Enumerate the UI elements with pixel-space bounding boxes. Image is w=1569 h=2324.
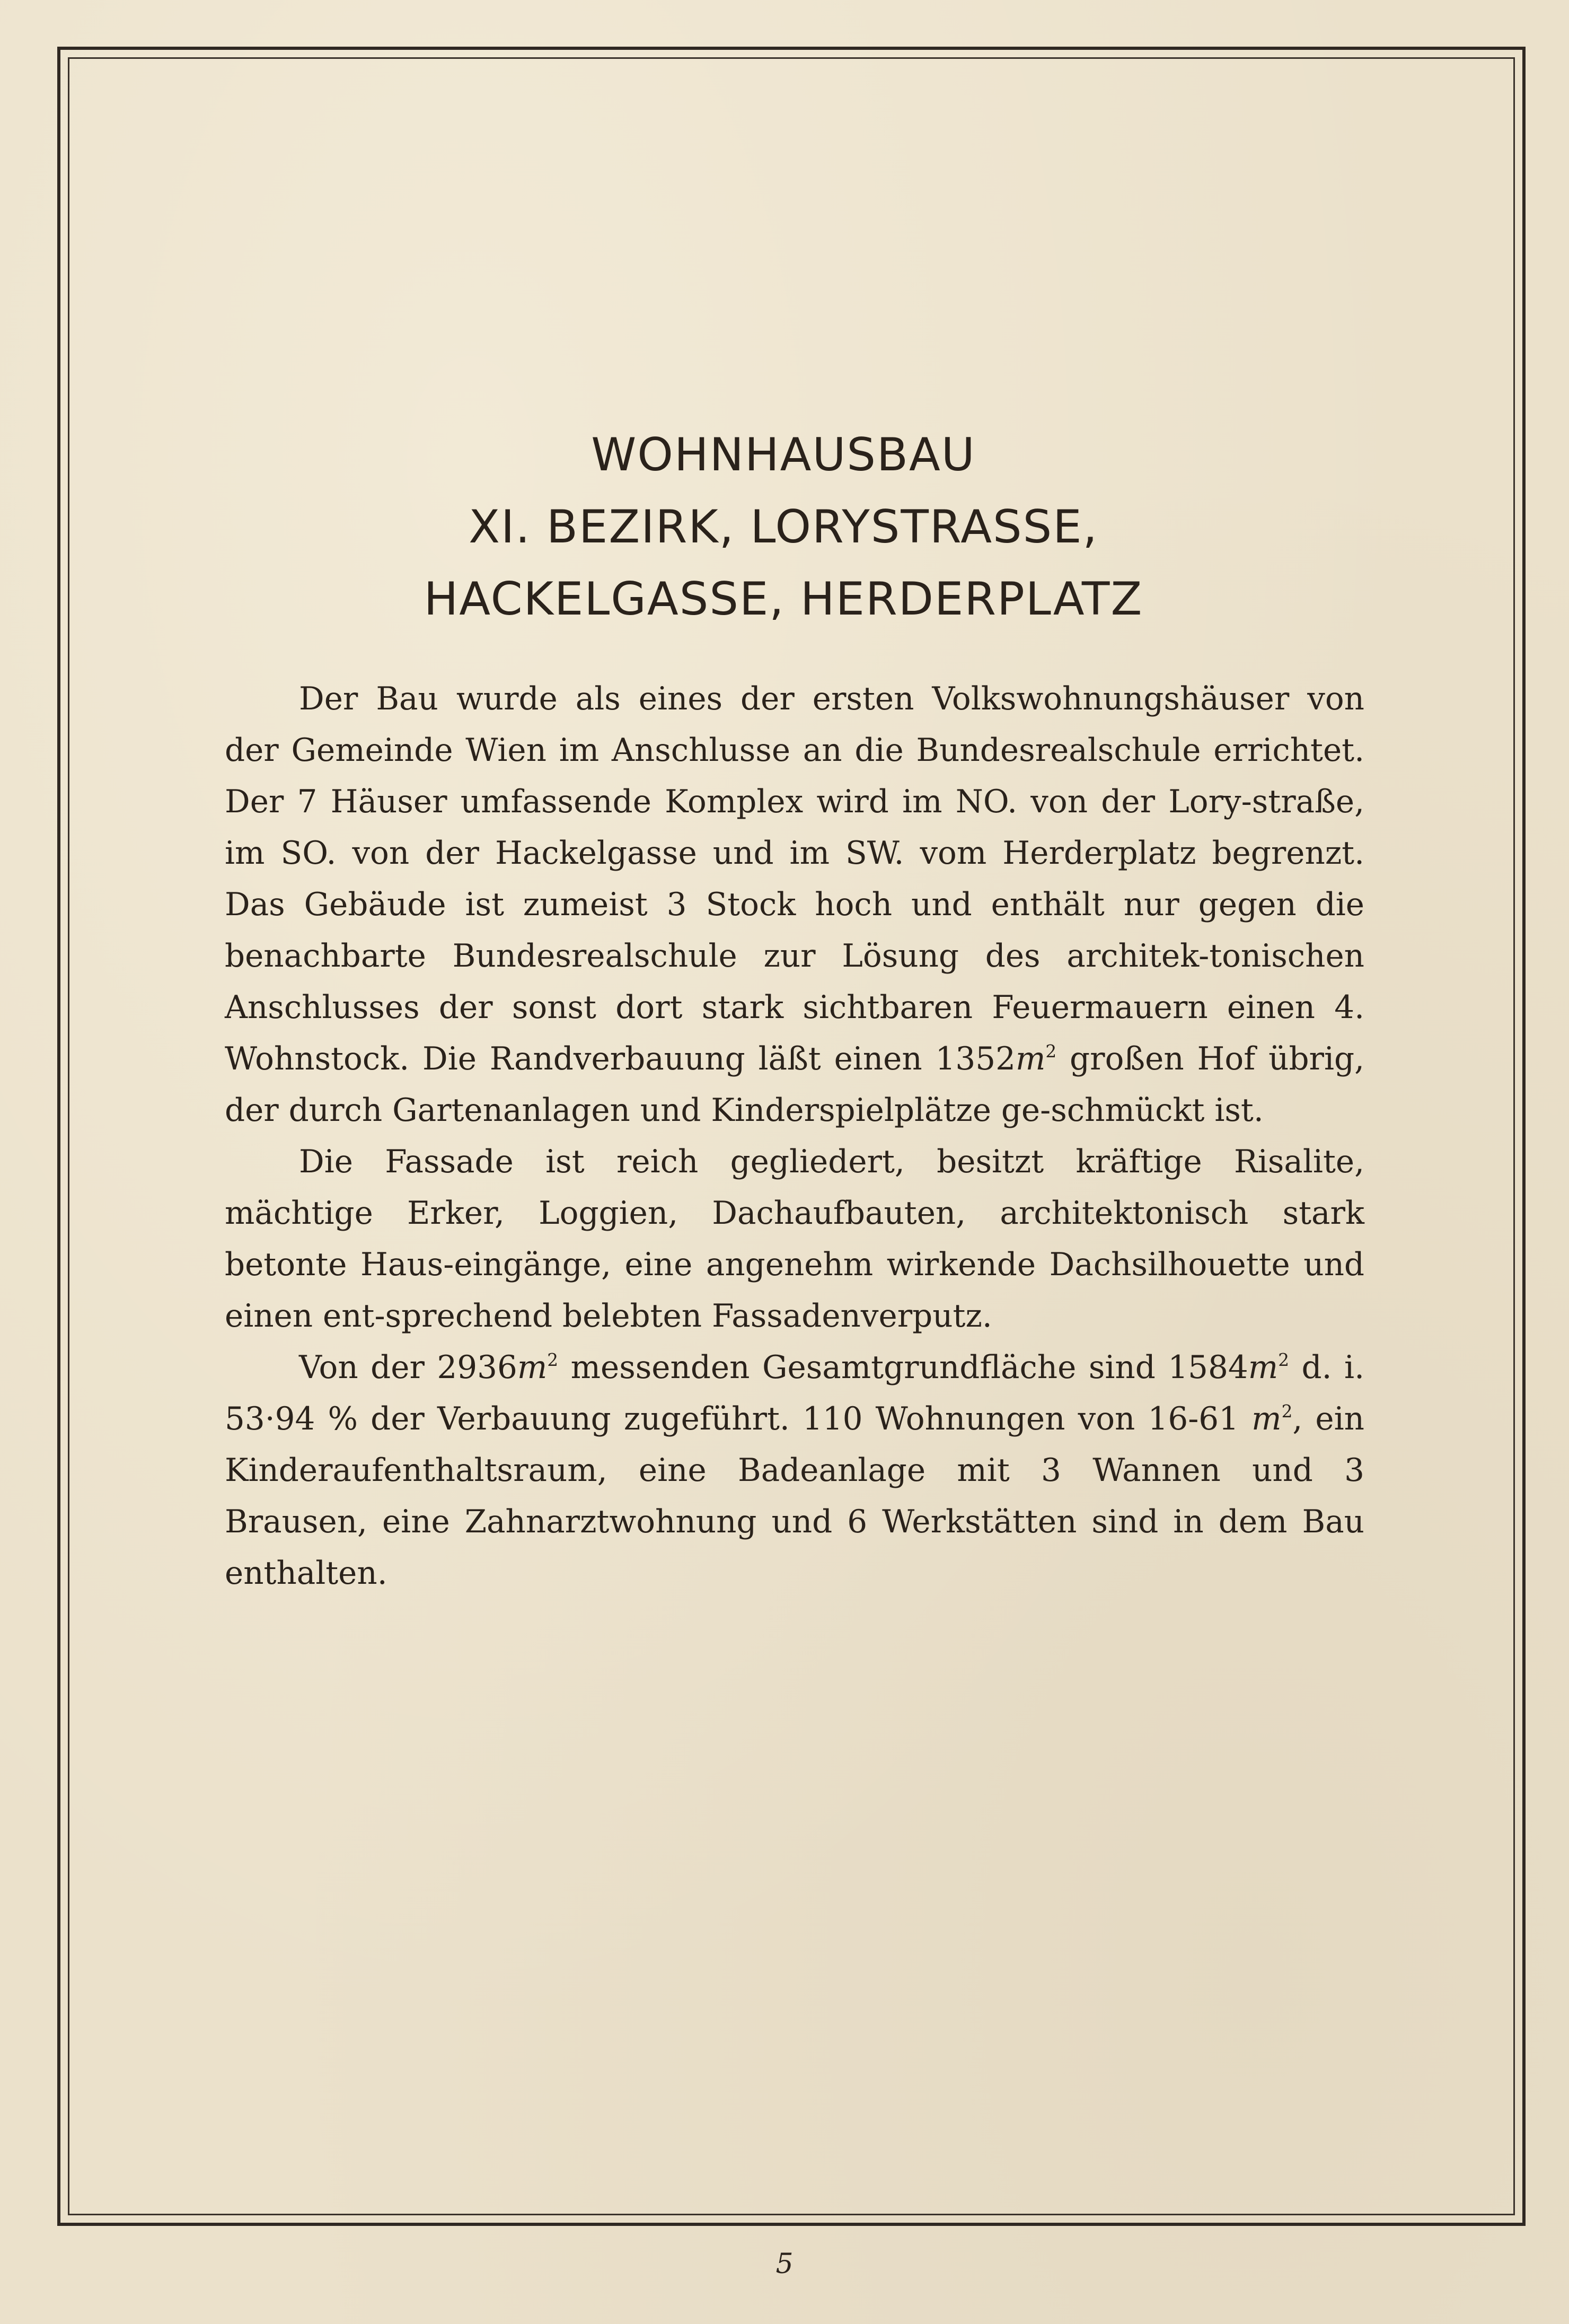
unit-m: m — [517, 1349, 548, 1386]
superscript: 2 — [1281, 1401, 1293, 1422]
page-number: 5 — [775, 2248, 794, 2280]
paragraph-3-text-c: d. i. 53·94 % der Verbauung zugeführt. 110 Wohnungen von 16-61 — [225, 1349, 1364, 1437]
superscript: 2 — [1278, 1350, 1290, 1371]
title-line-3: HACKELGASSE, HERDERPLATZ — [424, 573, 1143, 626]
title-line-2: XI. BEZIRK, LORYSTRASSE, — [469, 501, 1098, 554]
page-title — [227, 419, 1340, 635]
paragraph-3-text-a: Von der 2936 — [299, 1349, 517, 1386]
superscript: 2 — [1045, 1041, 1057, 1062]
paragraph-3-text-d: , ein Kinderaufenthaltsraum, eine Badeanlage mit 3 Wannen und 3 Brausen, eine Zahnarztwohnung und 6 Werkstätten sind in dem Bau enthalten. — [225, 1401, 1364, 1592]
unit-m: m — [1015, 1041, 1046, 1077]
body-text — [225, 673, 1364, 1599]
title-line-1: WOHNHAUSBAU — [591, 428, 976, 481]
paragraph-1-text-a: Der Bau wurde als eines der ersten Volkswohnungshäuser von der Gemeinde Wien im Anschlusse an die Bundesrealschule errichtet. Der 7 Häuser umfassende Komplex wird im NO. von der Lory-straße, im SO. von der Hackelgasse und im SW. vom Herderplatz begrenzt. Das Gebäude ist zumeist 3 Stock hoch und enthält nur gegen die benachbarte Bundesrealschule zur Lösung des architek-tonischen Anschlusses der sonst dort stark sichtbaren Feuermauern einen 4. Wohnstock. Die Randverbauung läßt einen 1352 — [225, 681, 1364, 1077]
unit-m: m — [1251, 1401, 1282, 1437]
paragraph-1-text-b: großen Hof übrig, der durch Gartenanlagen und Kinderspielplätze ge-schmückt ist. — [225, 1041, 1364, 1129]
superscript: 2 — [547, 1350, 559, 1371]
paragraph-2: Die Fassade ist reich gegliedert, besitzt kräftige Risalite, mächtige Erker, Loggien, Dachaufbauten, architektonisch stark betonte Haus-eingänge, eine angenehm wirkende Dachsilhouette und einen ent-sprechend belebten Fassadenverputz. — [225, 1144, 1364, 1335]
unit-m: m — [1248, 1349, 1279, 1386]
paragraph-3 — [225, 1342, 1364, 1599]
paragraph-3-text-b: messenden Gesamtgrundfläche sind 1584 — [558, 1349, 1248, 1386]
paragraph-1 — [225, 673, 1364, 1136]
